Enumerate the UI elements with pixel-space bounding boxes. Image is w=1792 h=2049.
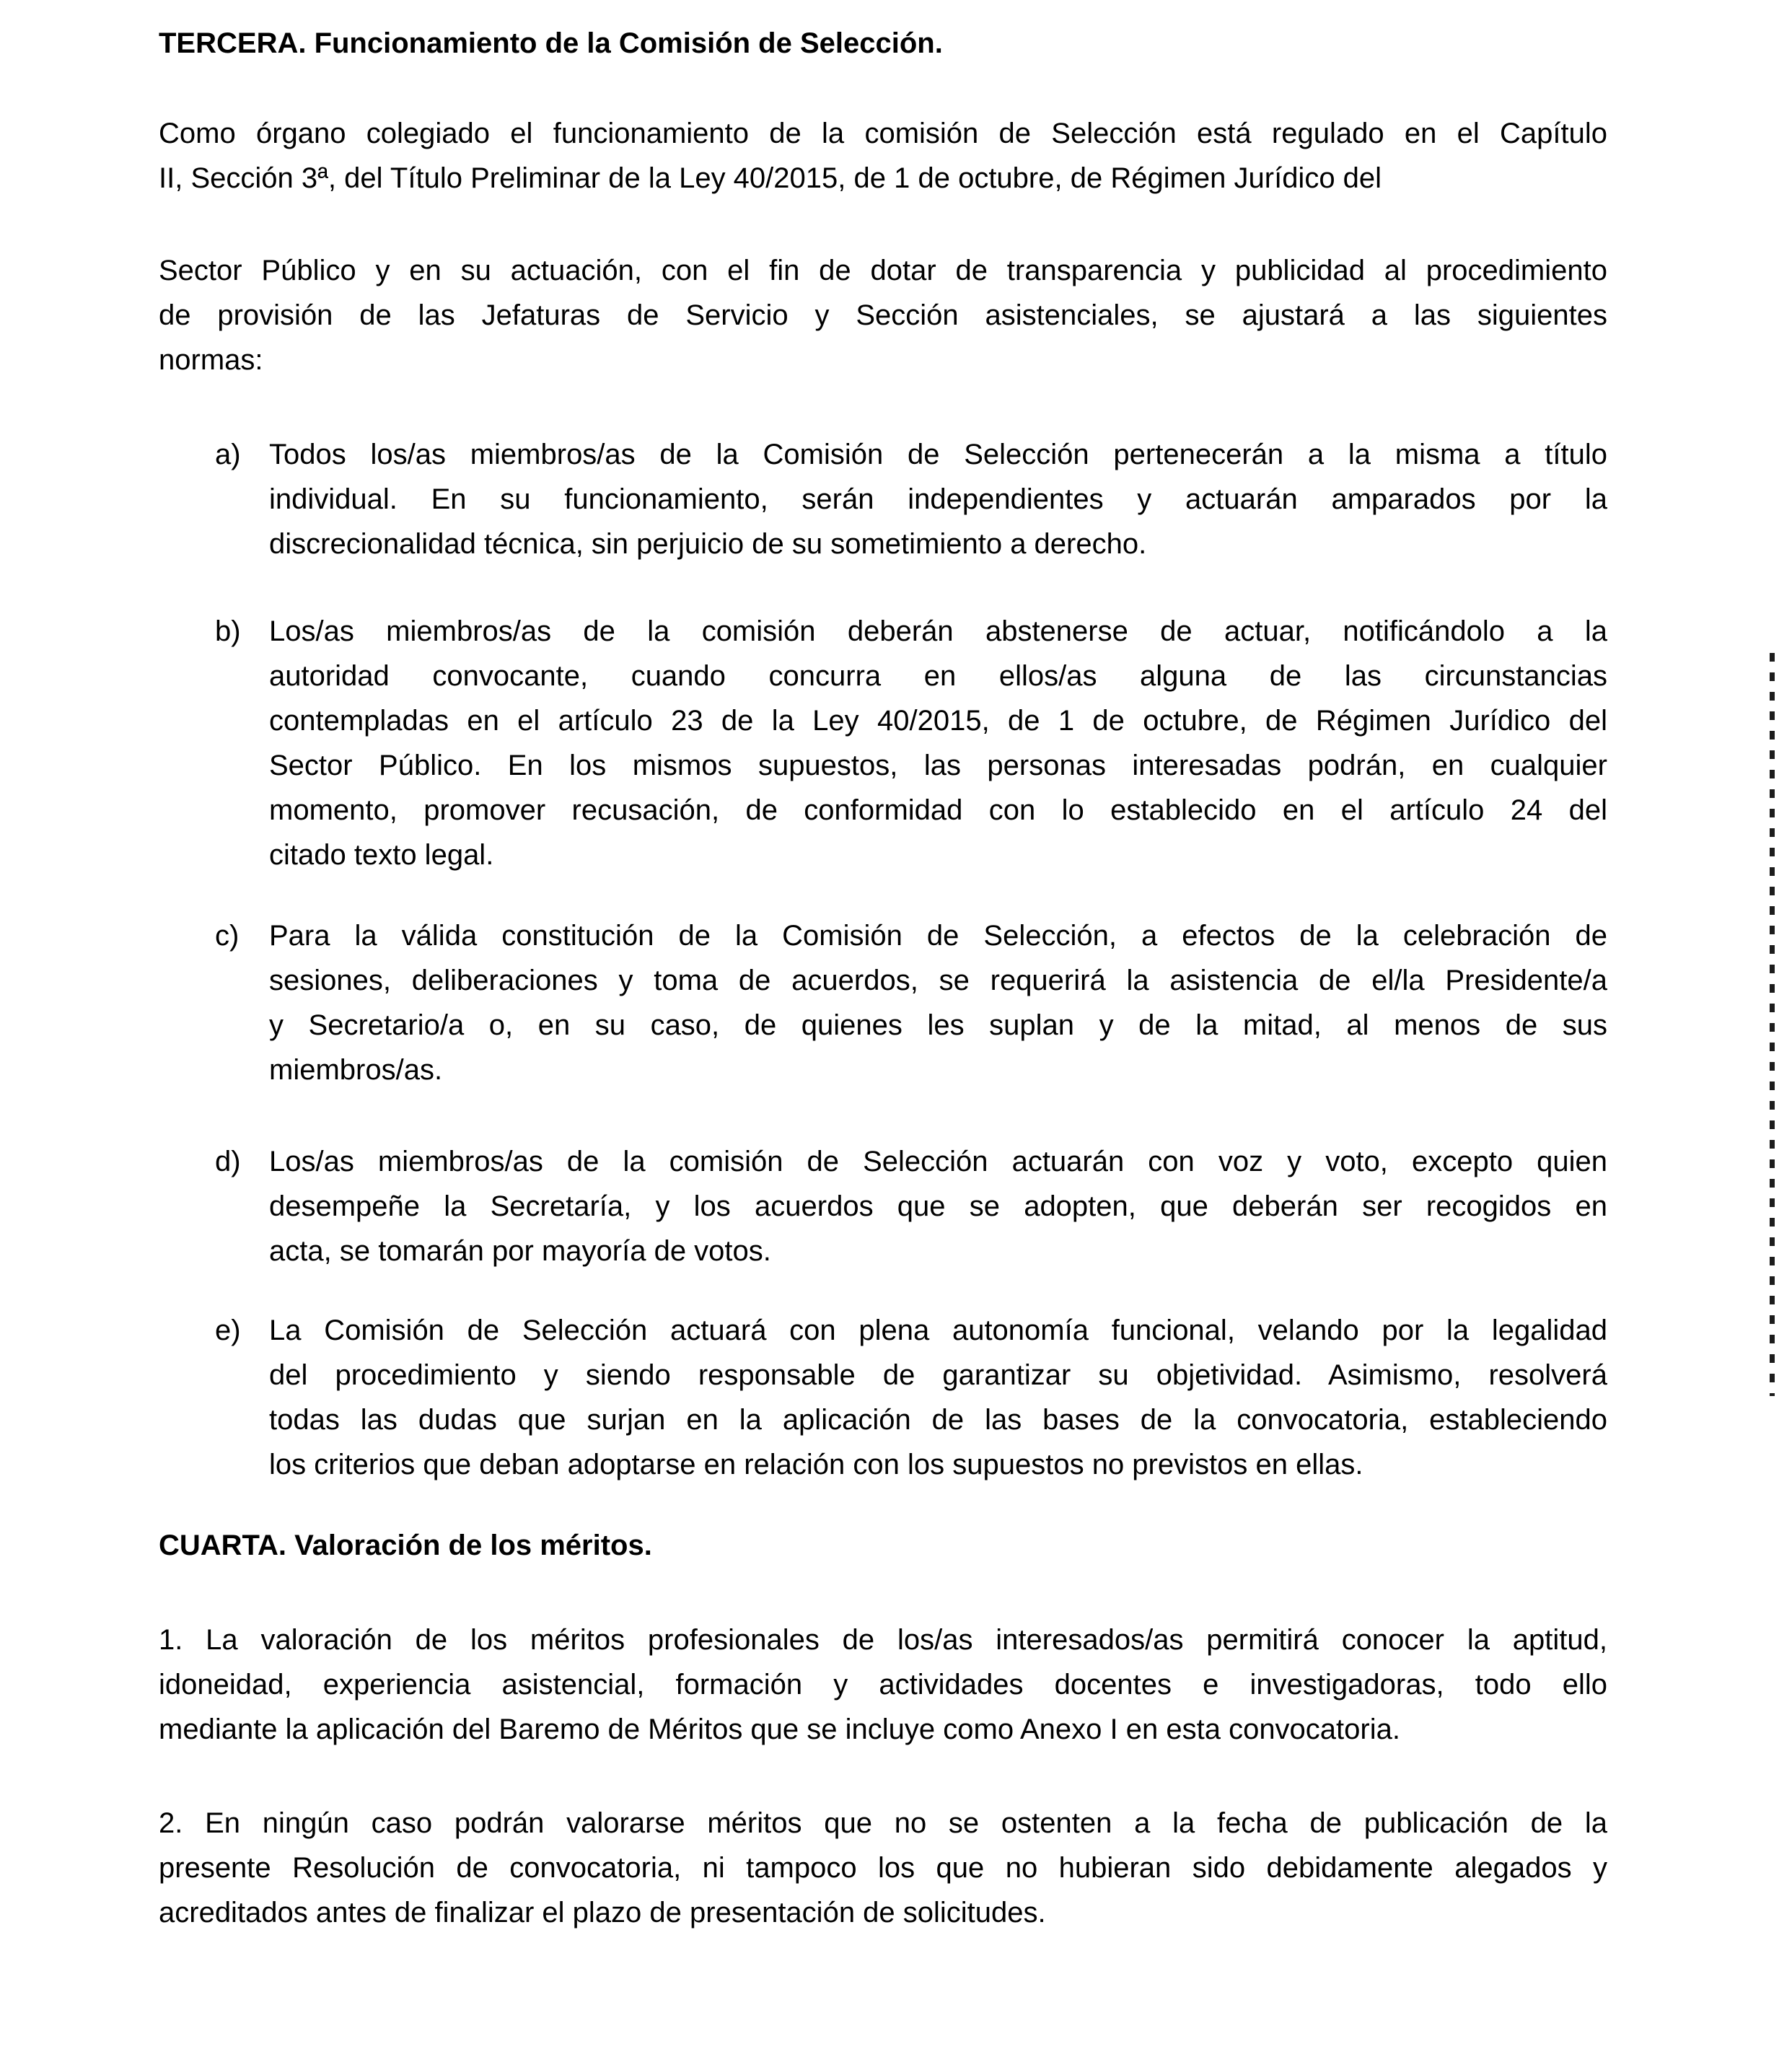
text-line: miembros/as. <box>269 1054 443 1086</box>
text-line: 1. La valoración de los méritos profesionales de los/as interesados/as permitirá conocer la aptitud, <box>159 1624 1607 1656</box>
text-line: todas las dudas que surjan en la aplicación de las bases de la convocatoria, estableciendo <box>269 1404 1607 1436</box>
text-line: y Secretario/a o, en su caso, de quienes les suplan y de la mitad, al menos de sus <box>269 1009 1607 1041</box>
paragraph <box>159 1801 1607 1935</box>
list-marker: b) <box>215 615 241 647</box>
text-line: 2. En ningún caso podrán valorarse méritos que no se ostenten a la fecha de publicación de la <box>159 1807 1607 1839</box>
list-marker: a) <box>215 439 241 470</box>
text-line: idoneidad, experiencia asistencial, formación y actividades docentes e investigadoras, todo ello <box>159 1669 1607 1701</box>
text-line: individual. En su funcionamiento, serán independientes y actuarán amparados por la <box>269 483 1607 515</box>
text-line: citado texto legal. <box>269 839 494 871</box>
text-line: Como órgano colegiado el funcionamiento de la comisión de Selección está regulado en el Capítulo <box>159 118 1607 149</box>
list-marker: d) <box>215 1146 241 1177</box>
text-line: de provisión de las Jefaturas de Servicio y Sección asistenciales, se ajustará a las siguientes <box>159 299 1607 331</box>
list-item-text <box>269 913 1607 1092</box>
list-marker: c) <box>215 920 240 952</box>
text-line: sesiones, deliberaciones y toma de acuerdos, se requerirá la asistencia de el/la Presidente/a <box>269 965 1607 996</box>
text-line: presente Resolución de convocatoria, ni tampoco los que no hubieran sido debidamente alegados y <box>159 1852 1607 1884</box>
list-item-text <box>269 432 1607 566</box>
paragraph <box>159 248 1607 382</box>
paragraph <box>159 111 1607 201</box>
text-line: II, Sección 3ª, del Título Preliminar de la Ley 40/2015, de 1 de octubre, de Régimen Jurídico del <box>159 162 1382 194</box>
text-line: Todos los/as miembros/as de la Comisión de Selección pertenecerán a la misma a título <box>269 439 1607 470</box>
text-line: normas: <box>159 344 263 376</box>
text-line: autoridad convocante, cuando concurra en ellos/as alguna de las circunstancias <box>269 660 1607 692</box>
text-line: Para la válida constitución de la Comisión de Selección, a efectos de la celebración de <box>269 920 1607 952</box>
text-line: discrecionalidad técnica, sin perjuicio de su sometimiento a derecho. <box>269 528 1147 560</box>
text-line: Sector Público y en su actuación, con el fin de dotar de transparencia y publicidad al procedimiento <box>159 255 1607 286</box>
text-line: los criterios que deban adoptarse en relación con los supuestos no previstos en ellas. <box>269 1449 1363 1480</box>
list-marker: e) <box>215 1315 241 1346</box>
paragraph <box>159 1618 1607 1752</box>
list-item-text <box>269 1139 1607 1273</box>
text-line: acta, se tomarán por mayoría de votos. <box>269 1235 771 1267</box>
list-item-text <box>269 609 1607 877</box>
section-heading: CUARTA. Valoración de los méritos. <box>159 1530 652 1561</box>
list-item-text <box>269 1308 1607 1487</box>
list-item <box>159 1139 1607 1273</box>
text-line: momento, promover recusación, de conformidad con lo establecido en el artículo 24 del <box>269 794 1607 826</box>
text-line: Los/as miembros/as de la comisión de Selección actuarán con voz y voto, excepto quien <box>269 1146 1607 1177</box>
text-line: La Comisión de Selección actuará con plena autonomía funcional, velando por la legalidad <box>269 1315 1607 1346</box>
text-line: mediante la aplicación del Baremo de Méritos que se incluye como Anexo I en esta convocatoria. <box>159 1714 1400 1745</box>
list-item <box>159 432 1607 566</box>
text-line: contempladas en el artículo 23 de la Ley 40/2015, de 1 de octubre, de Régimen Jurídico del <box>269 705 1607 737</box>
document-content <box>159 0 1607 1935</box>
list-item <box>159 609 1607 877</box>
text-line: acreditados antes de finalizar el plazo de presentación de solicitudes. <box>159 1897 1046 1929</box>
section-heading: TERCERA. Funcionamiento de la Comisión de Selección. <box>159 27 943 59</box>
list-item <box>159 913 1607 1092</box>
text-line: desempeñe la Secretaría, y los acuerdos que se adopten, que deberán ser recogidos en <box>269 1190 1607 1222</box>
text-line: Los/as miembros/as de la comisión deberán abstenerse de actuar, notificándolo a la <box>269 615 1607 647</box>
right-edge-microtext <box>1770 653 1775 1396</box>
list-item <box>159 1308 1607 1487</box>
text-line: del procedimiento y siendo responsable de garantizar su objetividad. Asimismo, resolverá <box>269 1359 1607 1391</box>
text-line: Sector Público. En los mismos supuestos, las personas interesadas podrán, en cualquier <box>269 750 1607 781</box>
